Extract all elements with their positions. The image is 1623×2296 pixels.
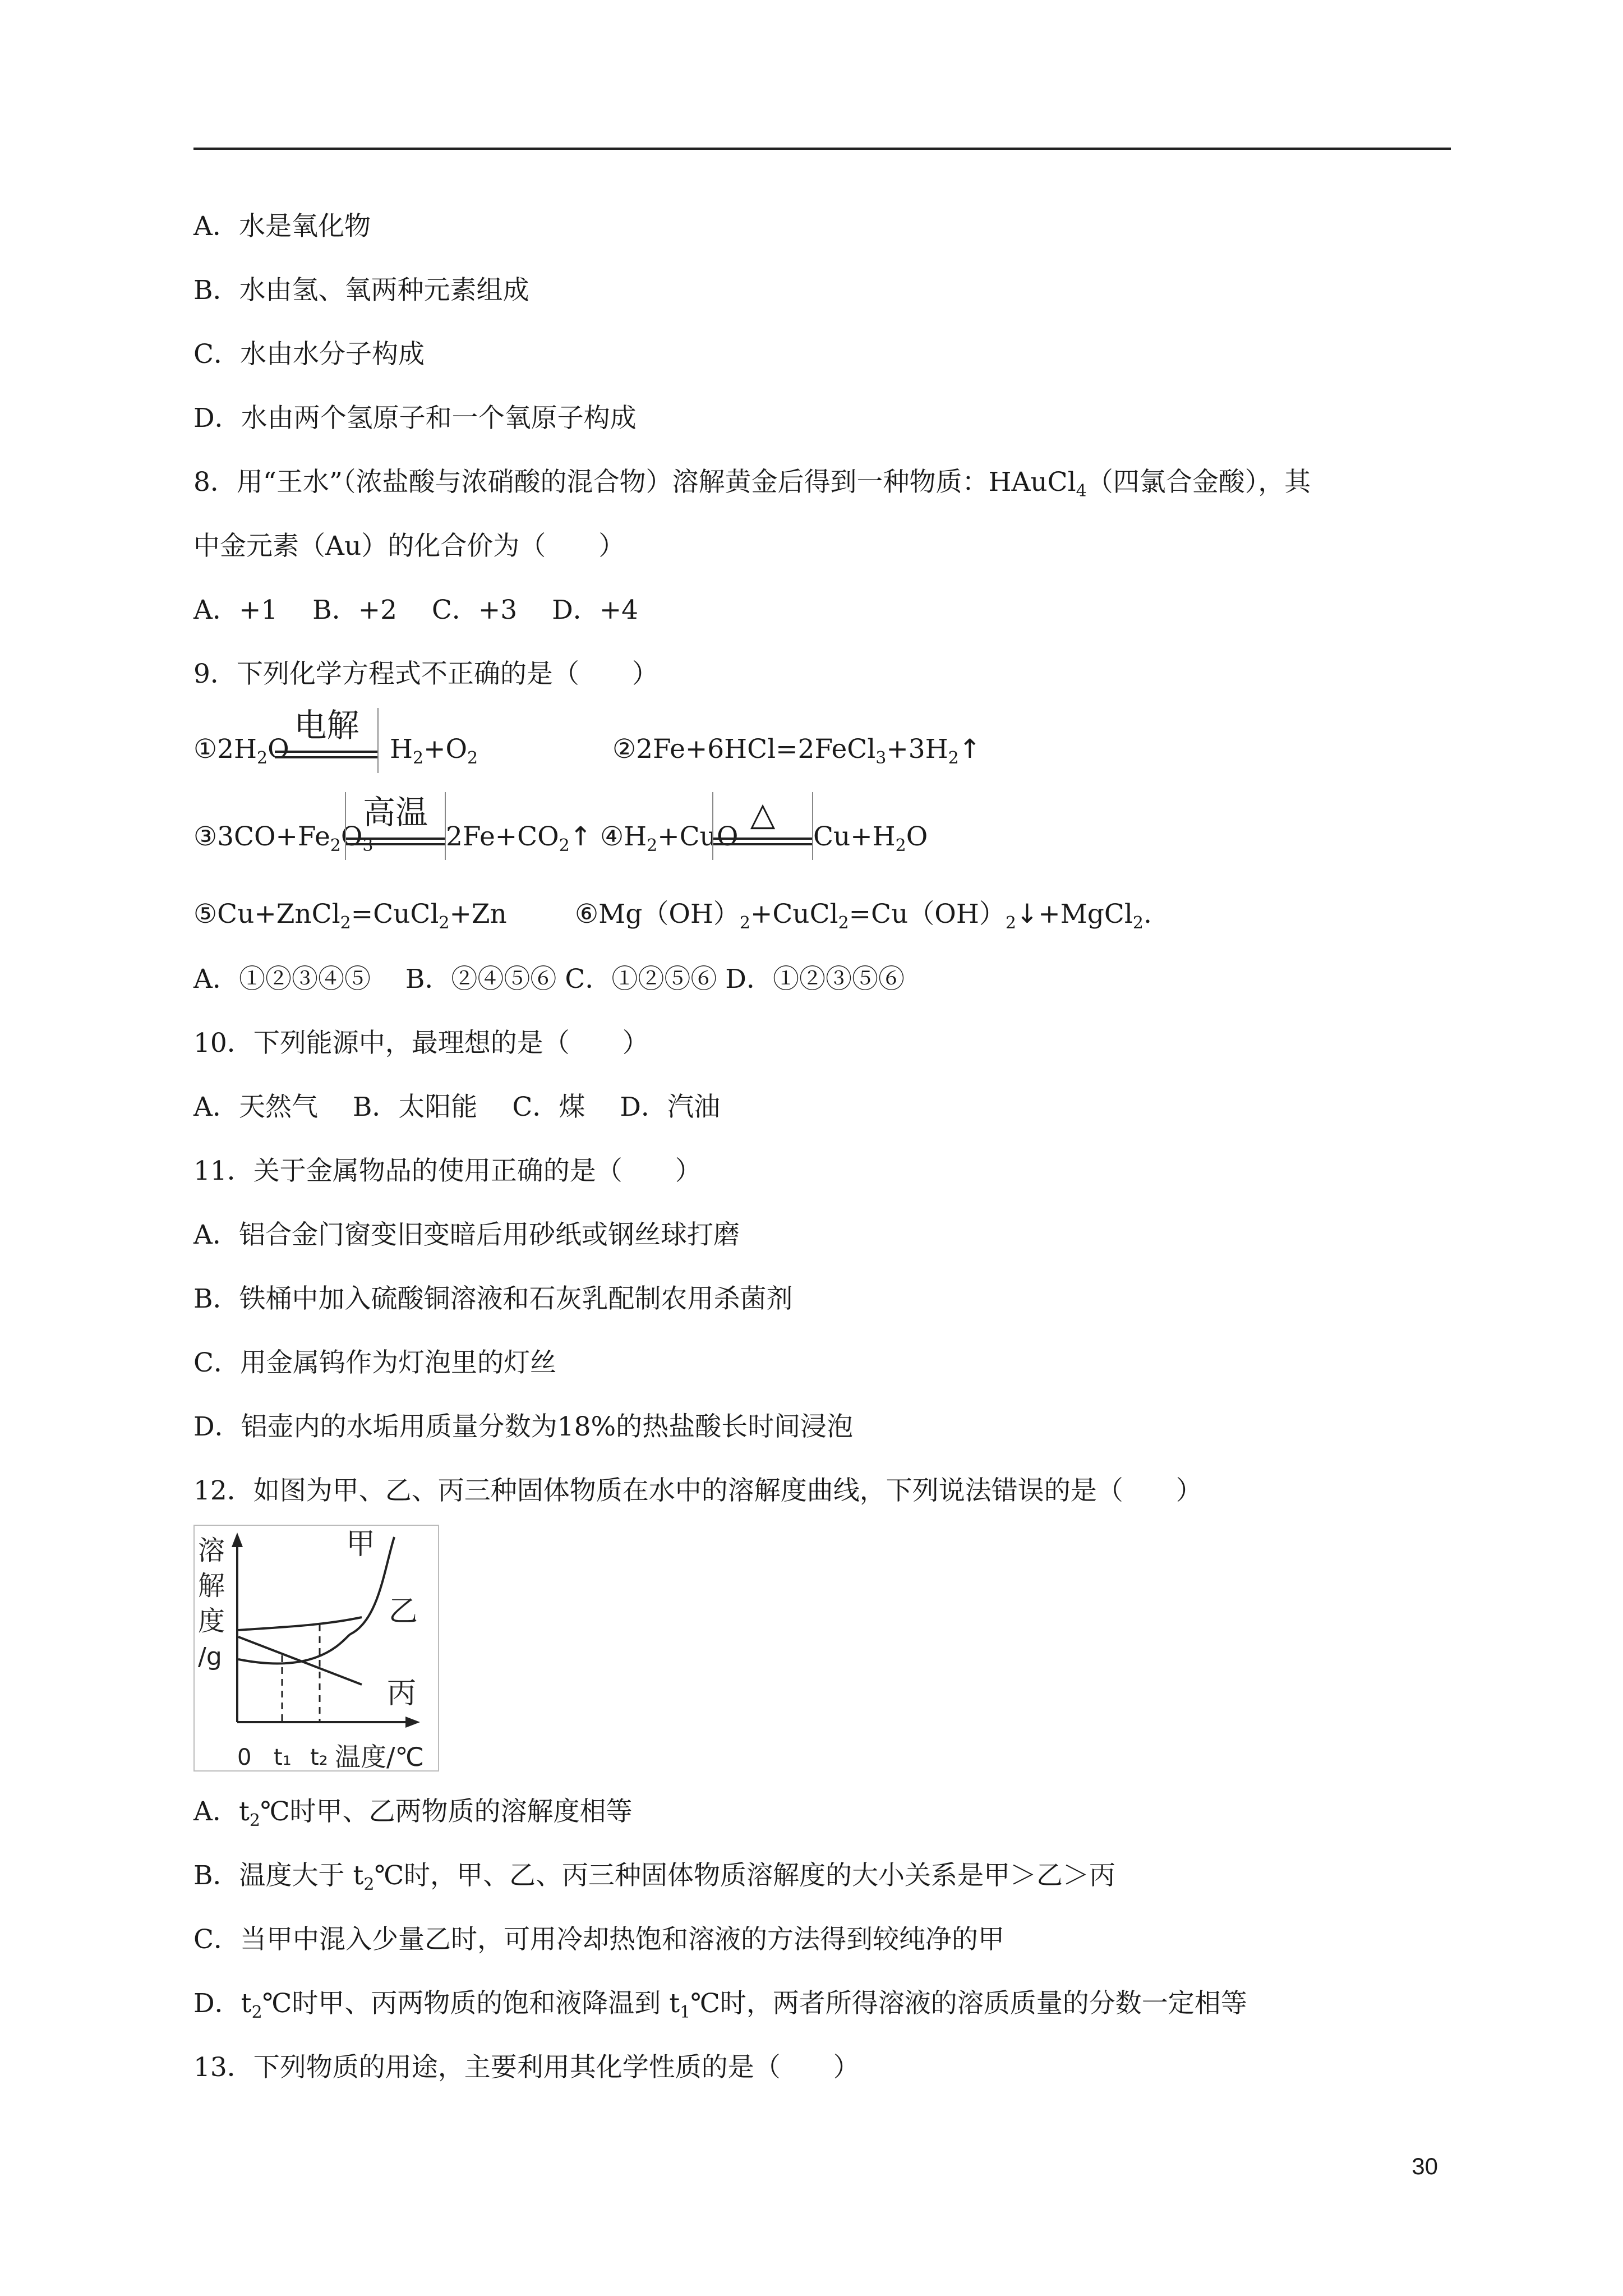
q9-equation-4-lhs: $④H_2+CuO$ <box>600 821 739 855</box>
q11-option-d: D．铝壶内的水垢用质量分数为18%的热盐酸长时间浸泡 <box>193 1411 854 1442</box>
x-axis-label: 温度/℃ <box>335 1742 425 1772</box>
y-axis-arrow <box>232 1533 243 1547</box>
solubility-curve-graph <box>193 1525 439 1772</box>
q9-equation-4-rhs: $Cu+H_2O$ <box>813 821 928 855</box>
q9-options: A．①②③④⑤ B．②④⑤⑥ C．①②⑤⑥ D．①②③⑤⑥ <box>193 964 905 995</box>
curve-yi-label: 乙 <box>389 1595 418 1628</box>
y-axis-label-2: 解 <box>198 1570 225 1602</box>
q9-equation-3-rhs: $2Fe+CO_2↑$ <box>446 821 592 855</box>
y-axis-label-4: /g <box>198 1642 222 1671</box>
q9-equation-1-rhs: $H_2+O_2$ <box>390 734 478 768</box>
t2-label: t₂ <box>310 1745 328 1770</box>
q8-stem-line1: 8．用“王水”（浓盐酸与浓硝酸的混合物）溶解黄金后得到一种物质：HAuCl$_4$（四氯合金酸），其 <box>193 467 1311 501</box>
curve-jia-label: 甲 <box>346 1527 376 1561</box>
q9-stem: 9．下列化学方程式不正确的是（ ） <box>193 659 658 689</box>
curve-bing-label: 丙 <box>387 1677 417 1710</box>
graph-frame <box>194 1525 439 1771</box>
q7-option-a: A．水是氧化物 <box>193 211 371 242</box>
q12-option-c: C．当甲中混入少量乙时，可用冷却热饱和溶液的方法得到较纯净的甲 <box>193 1924 1004 1955</box>
header-rule <box>193 148 1451 150</box>
q7-option-c: C．水由水分子构成 <box>193 339 425 370</box>
q8-stem-line2: 中金元素（Au）的化合价为（ ） <box>193 531 625 562</box>
q10-options: A．天然气 B．太阳能 C．煤 D．汽油 <box>193 1092 720 1122</box>
q13-stem: 13．下列物质的用途，主要利用其化学性质的是（ ） <box>193 2052 860 2083</box>
origin-label: 0 <box>237 1745 252 1770</box>
q11-option-b: B．铁桶中加入硫酸铜溶液和石灰乳配制农用杀菌剂 <box>193 1283 793 1314</box>
curve-bing <box>238 1637 362 1685</box>
q12-option-a: A．$t_2℃$时甲、乙两物质的溶解度相等 <box>193 1796 633 1830</box>
q10-stem: 10．下列能源中，最理想的是（ ） <box>193 1028 649 1059</box>
q9-equation-1-condition: 电解 <box>275 708 379 758</box>
q9-equation-5: ⑤Cu+ZnCl$_2$=CuCl$_2$+Zn <box>193 899 507 933</box>
curve-yi <box>238 1617 362 1630</box>
q12-option-d: D．$t_2℃$时甲、丙两物质的饱和液降温到 $t_1℃$时，两者所得溶液的溶质质量的分数一定相等 <box>193 1988 1247 2022</box>
x-axis-arrow <box>405 1717 420 1728</box>
q7-option-b: B．水由氢、氧两种元素组成 <box>193 275 529 306</box>
q9-equation-6: $⑥Mg(OH)_2+CuCl_2=Cu(OH)_2↓+MgCl_2$. <box>575 899 1152 933</box>
q9-equation-3-lhs: $③3CO+Fe_2O_3$ <box>193 821 374 855</box>
page-number: 30 <box>1412 2153 1438 2179</box>
q11-stem: 11．关于金属物品的使用正确的是（ ） <box>193 1156 702 1186</box>
q11-option-a: A．铝合金门窗变旧变暗后用砂纸或钢丝球打磨 <box>193 1220 740 1250</box>
q9-equation-1-lhs: $①2H_2O$ <box>193 734 289 768</box>
t1-label: t₁ <box>274 1745 292 1770</box>
q8-options: A．+1 B．+2 C．+3 D．+4 <box>193 595 639 625</box>
y-axis-label-3: 度 <box>198 1605 225 1637</box>
q9-equation-3-condition: 高温 <box>345 792 446 845</box>
q12-stem: 12．如图为甲、乙、丙三种固体物质在水中的溶解度曲线，下列说法错误的是（ ） <box>193 1475 1202 1506</box>
y-axis-label-1: 溶 <box>198 1535 225 1566</box>
q9-equation-4-condition: △ <box>712 792 813 845</box>
q11-option-c: C．用金属钨作为灯泡里的灯丝 <box>193 1347 556 1378</box>
q12-option-b: B．温度大于 $t_2℃$时，甲、乙、丙三种固体物质溶解度的大小关系是甲＞乙＞丙 <box>193 1860 1116 1894</box>
q7-option-d: D．水由两个氢原子和一个氧原子构成 <box>193 403 637 434</box>
q9-equation-2: $②2Fe+6HCl=2FeCl_3+3H_2↑$ <box>612 734 981 768</box>
